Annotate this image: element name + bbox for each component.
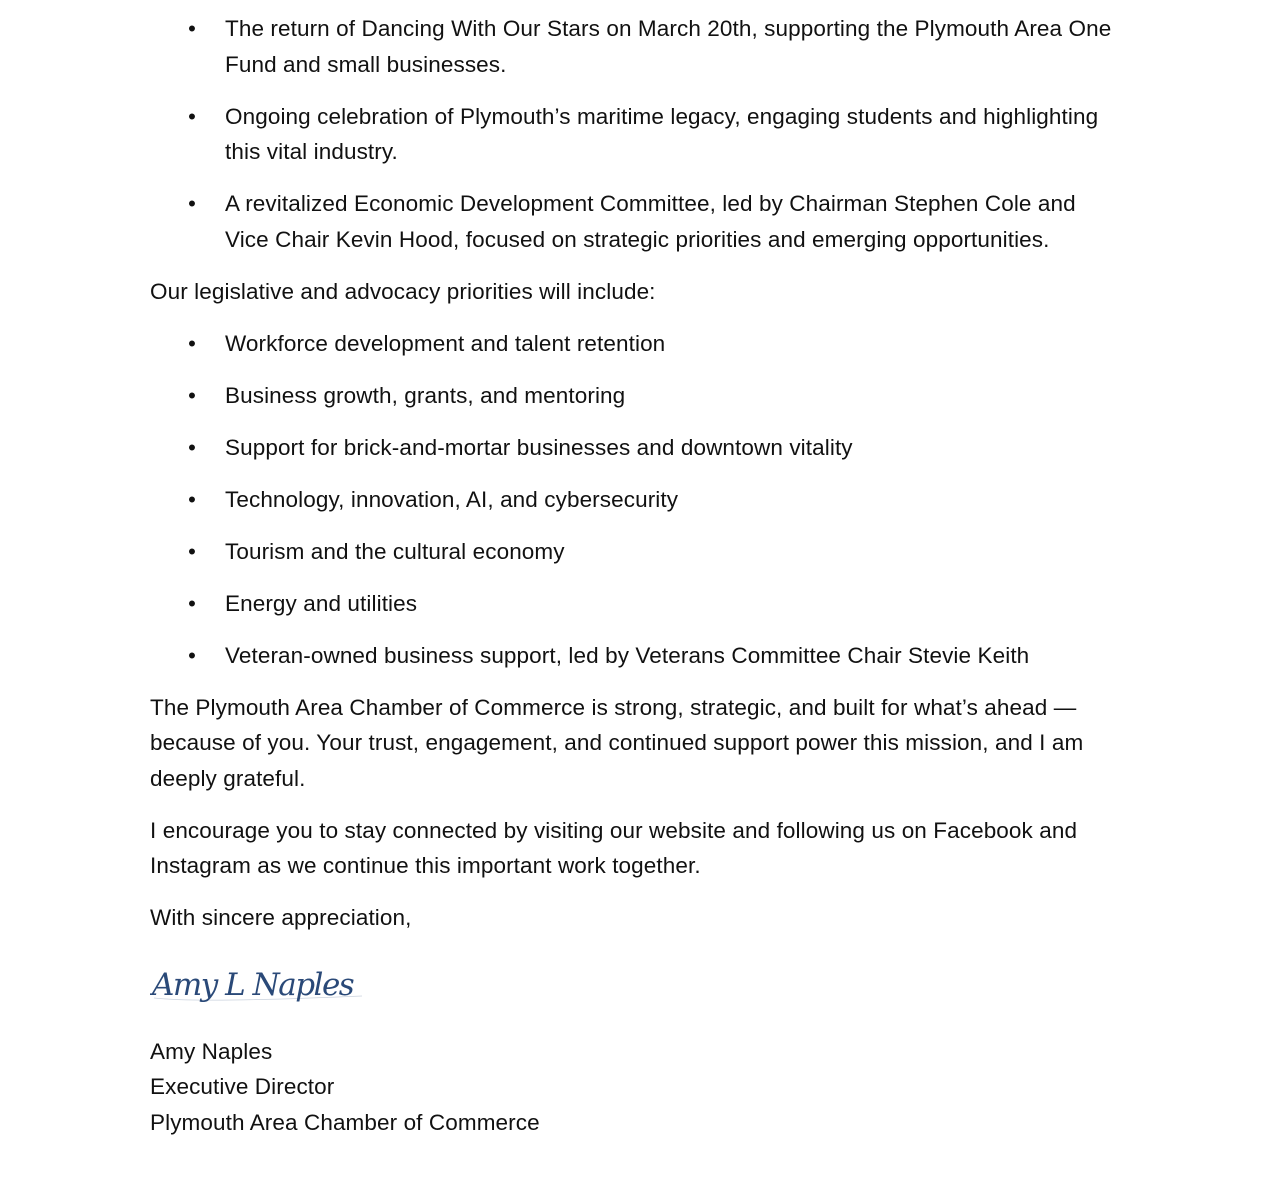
list-item <box>150 482 1125 518</box>
bullet-icon: • <box>188 191 196 216</box>
salutation: With sincere appreciation, <box>150 905 412 930</box>
paragraph-connect: I encourage you to stay connected by visiting our website and following us on Facebook and Instagram as we continue this important work together. <box>150 817 1078 878</box>
bullet-icon: • <box>188 486 196 512</box>
list-item <box>150 586 1125 622</box>
list-item-text: Business growth, grants, and mentoring <box>225 382 626 408</box>
list-item <box>150 534 1125 570</box>
list-item-text: Tourism and the cultural economy <box>225 538 565 564</box>
bullet-icon: • <box>188 434 196 460</box>
bullet-icon: • <box>188 16 196 41</box>
list-item-text: Technology, innovation, AI, and cybersecurity <box>225 486 679 512</box>
signer-organization: Plymouth Area Chamber of Commerce <box>150 1109 540 1135</box>
signature-text: Amy L Naples <box>152 966 354 1003</box>
list-item-text: Veteran-owned business support, led by Veterans Committee Chair Stevie Keith <box>225 642 1030 668</box>
list-item <box>150 11 1125 82</box>
list-item <box>150 326 1125 362</box>
priorities-heading: Our legislative and advocacy priorities will include: <box>150 278 656 304</box>
list-item <box>150 186 1125 257</box>
list-item <box>150 430 1125 466</box>
paragraph-strong: The Plymouth Area Chamber of Commerce is strong, strategic, and built for what’s ahead — because of you. Your trust, engagement, and continued support power this mission, and I am deeply grateful. <box>150 694 1084 791</box>
list-item <box>150 99 1125 170</box>
signature-image <box>150 958 380 1014</box>
signer-block <box>150 1034 1125 1141</box>
bullet-icon: • <box>188 590 196 616</box>
signer-title: Executive Director <box>150 1074 335 1099</box>
bullet-icon: • <box>188 642 196 668</box>
list-item-text: Support for brick-and-mortar businesses and downtown vitality <box>225 434 853 460</box>
priorities-bullet-list <box>150 326 1125 674</box>
intro-bullet-list <box>150 11 1125 257</box>
signature-svg <box>150 958 380 1014</box>
bullet-icon: • <box>188 103 196 129</box>
bullet-icon: • <box>188 382 196 408</box>
list-item-text: The return of Dancing With Our Stars on March 20th, supporting the Plymouth Area One Fund and small businesses. <box>225 16 1112 77</box>
list-item <box>150 638 1125 674</box>
letter-page <box>150 11 1125 1140</box>
list-item-text: Ongoing celebration of Plymouth’s maritime legacy, engaging students and highlighting this vital industry. <box>225 103 1099 164</box>
signer-name: Amy Naples <box>150 1038 273 1064</box>
list-item-text: Workforce development and talent retention <box>225 330 666 356</box>
list-item-text: A revitalized Economic Development Committee, led by Chairman Stephen Cole and Vice Chair Kevin Hood, focused on strategic priorities and emerging opportunities. <box>225 191 1076 252</box>
bullet-icon: • <box>188 330 196 356</box>
list-item-text: Energy and utilities <box>225 590 418 616</box>
list-item <box>150 378 1125 414</box>
bullet-icon: • <box>188 538 196 564</box>
